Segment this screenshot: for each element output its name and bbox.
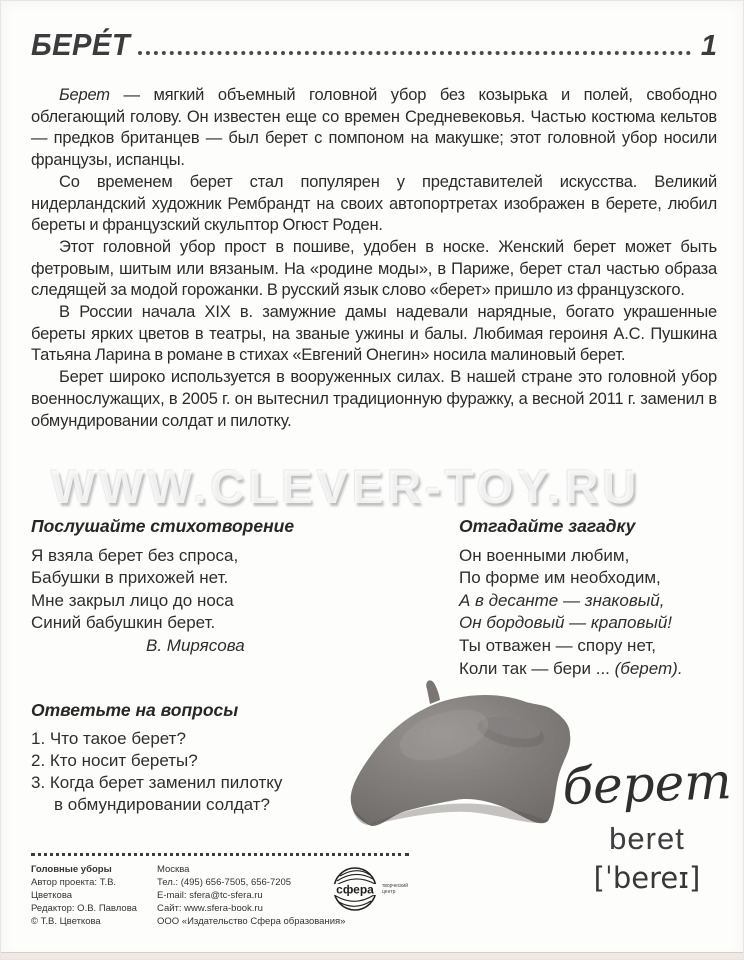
paragraph (31, 367, 717, 432)
paragraph-text: Со временем берет стал популярен у представителей искусства. Великий нидерландский художник Рембрандт на своих автопортретах изображен в берете, любил береты и французский скульптор Огюст Роден. (31, 172, 717, 235)
footer-credit-line: Редактор: О.В. Павлова (31, 903, 137, 914)
page-number: 1 (700, 30, 717, 62)
footer-city: Москва (157, 864, 190, 875)
footer-contacts-column (157, 863, 347, 928)
logo-tagline: творческий центр (382, 883, 409, 895)
question-item-wrap: в обмундировании солдат? (54, 795, 270, 814)
publisher-logo (331, 865, 431, 913)
footer-credits-column (31, 863, 156, 928)
paragraph-text: Берет широко используется в вооруженных силах. В нашей стране это головной убор военнослужащих, в 2005 г. он вытеснил традиционную фуражку, а весной 2011 г. заменил в обмундировании солдат и пилотку. (31, 368, 717, 430)
paragraph (31, 85, 717, 172)
footer-credit-line: Автор проекта: Т.В. Цветкова (31, 877, 117, 901)
paragraph-text: — мягкий объемный головной убор без козырька и полей, свободно облегающий голову. Он известен еще со времен Средневековья. Частью костюма кельтов — предков британцев — был берет с помпоном на макушке; этот головной убор носили французы, испанцы. (31, 86, 717, 170)
vocab-transcription: [ˈbereɪ] (593, 861, 701, 895)
dotted-leader (138, 51, 690, 55)
riddle-last-plain: Коли так — бери ... (459, 658, 615, 678)
paragraph-text: В России начала XIX в. замужние дамы надевали нарядные, богато украшенные береты ярких цветов в театры, на званые ужины и балы. Любимая героиня А.С. Пушкина Татьяна Ларина в романе в стихах «Евгений Онегин» носила малиновый берет. (31, 303, 717, 365)
question-item: 2. Кто носит береты? (31, 751, 198, 770)
question-item: 3. Когда берет заменил пилотку (31, 773, 283, 792)
riddle-line: Ты отважен — спору нет, (459, 635, 656, 655)
footer-phone: Тел.: (495) 656-7505, 656-7205 (157, 877, 292, 888)
scan-edge-strip (1, 952, 743, 959)
vocab-latin-word: beret (609, 821, 685, 856)
vocab-block (553, 752, 741, 895)
riddle-answer: (берет). (614, 658, 683, 678)
poem-line: Синий бабушкин берет. (31, 613, 216, 633)
riddle-line: А в десанте — знаковый, (459, 590, 665, 610)
sfera-logo-icon (331, 865, 379, 913)
page-title: БЕРЕ́Т (31, 27, 131, 62)
poem-line: Мне закрыл лицо до носа (31, 590, 234, 610)
footer-copyright: © Т.В. Цветкова (31, 916, 101, 927)
question-item: 1. Что такое берет? (31, 729, 186, 748)
paragraph (31, 237, 717, 302)
riddle-line: Он бордовый — краповый! (459, 613, 673, 633)
sfera-logo-text: сфера (336, 882, 374, 897)
poem-heading: Послушайте стихотворение (31, 516, 295, 536)
paragraph (31, 302, 717, 367)
riddle-line: Он военными любим, (459, 545, 630, 565)
footer-company: ООО «Издательство Сфера образования» (157, 916, 346, 927)
vocab-cursive-russian: берет (561, 752, 733, 816)
watermark-text: WWW.CLEVER-TOY.RU (51, 460, 641, 513)
footer-website: Сайт: www.sfera-book.ru (157, 903, 263, 914)
footer-series-title: Головные уборы (31, 864, 112, 875)
riddle-line: По форме им необходим, (459, 568, 661, 588)
footer-dotted-line (31, 853, 409, 856)
article-text (31, 85, 717, 432)
poem-line: Бабушки в прихожей нет. (31, 568, 229, 588)
riddle-block (459, 515, 729, 680)
poem-block (31, 515, 431, 658)
page-header (31, 27, 717, 63)
paragraph-lead-word: Берет (59, 86, 110, 104)
paragraph-text: Этот головной убор прост в пошиве, удобен в носке. Женский берет может быть фетровым, шитым или вязаным. На «родине моды», в Париже, берет стал частью образа следящей за модой горожанки. В русский язык слово «берет» пришло из французского. (31, 237, 717, 300)
questions-heading: Ответьте на вопросы (31, 700, 239, 720)
poem-line: Я взяла берет без спроса, (31, 545, 239, 565)
paragraph (31, 172, 717, 237)
footer-email: E-mail: sfera@tc-sfera.ru (157, 890, 263, 901)
riddle-heading: Отгадайте загадку (459, 516, 636, 536)
questions-block (31, 699, 371, 816)
poem-author: В. Мирясова (146, 635, 245, 655)
